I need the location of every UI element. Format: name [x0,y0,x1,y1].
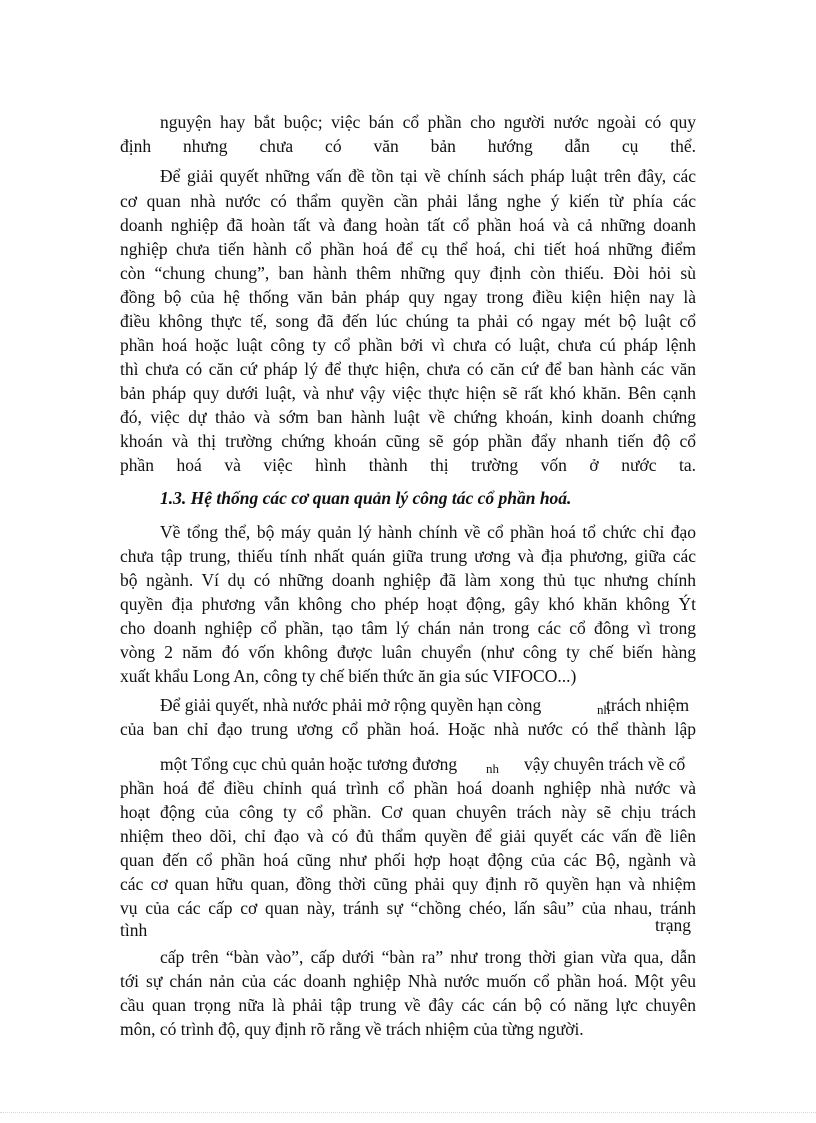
text-line: một Tổng cục chủ quản hoặc tương đương [160,754,458,774]
text-line: bộ ngành. Ví dụ có những doanh nghiệp đã làm xong thủ tục nhưng chính [120,570,696,590]
text-line: quyền địa phương vẫn không cho phép hoạt động, gây khó khăn không Ýt [120,594,696,614]
text-line: khoán và thị trường chứng khoán cũng sẽ góp phần đẩy nhanh tiến độ cổ [120,431,696,451]
text-fragment: nh [597,702,610,717]
text-line: quan đến cổ phần hoá cũng như phối hợp hoạt động của các Bộ, ngành và [120,850,696,870]
text-line: môn, có trình độ, quy định rõ rằng về trách nhiệm của từng người. [120,1019,584,1039]
text-line: nguyện hay bắt buộc; việc bán cổ phần cho người nước ngoài có quy [160,112,696,132]
text-line: phần hoá hoặc luật công ty cổ phần bởi vì chưa có luật, chưa cú pháp lệnh [120,335,696,355]
text-line: thì chưa có căn cứ pháp lý để thực hiện, chưa có căn cứ để ban hành các văn [120,359,696,379]
text-line: Về tổng thể, bộ máy quản lý hành chính về cổ phần hoá tổ chức chỉ đạo [160,522,696,542]
text-line: bản pháp quy dưới luật, và như vậy việc thực hiện sẽ rất khó khăn. Bên cạnh [120,383,696,403]
text-line: tới sự chán nản của các doanh nghiệp Nhà nước muốn cổ phần hoá. Một yêu [120,971,696,991]
text-line: cầu quan trọng nữa là phải tập trung về đây các cán bộ có năng lực chuyên [120,995,696,1015]
section-heading: 1.3. Hệ thống các cơ quan quản lý công tác cổ phần hoá. [160,488,572,508]
text-line: vụ của các cấp cơ quan này, tránh sự “chồng chéo, lấn sâu” của nhau, tránh [120,898,696,918]
text-line: nhiệm theo dõi, chỉ đạo và có đủ thẩm quyền để giải quyết các vấn đề liên [120,826,696,846]
text-line: xuất khẩu Long An, công ty chế biến thức ăn gia súc VIFOCO...) [120,666,577,686]
text-line: trách nhiệm [606,695,690,715]
text-line: cho doanh nghiệp cổ phần, tạo tâm lý chán nản trong các cổ đông vì trong [120,618,696,638]
text-line: phần hoá và việc hình thành thị trường vốn ở nước ta. [120,455,696,475]
text-line: Để giải quyết những vấn đề tồn tại về chính sách pháp luật trên đây, các [160,166,696,186]
text-line: chưa tập trung, thiếu tính nhất quán giữa trung ương và địa phương, giữa các [120,546,696,566]
text-line: cơ quan nhà nước có thẩm quyền cần phải lắng nghe ý kiến từ phía các [120,191,696,211]
text-line: còn “chung chung”, ban hành thêm những quy định còn thiếu. Đòi hỏi sù [120,263,696,283]
text-fragment: tình [120,920,148,940]
text-line: nghiệp chưa tiến hành cổ phần hoá để cụ thể hoá, chi tiết hoá những điểm [120,239,696,259]
text-line: doanh nghiệp đã hoàn tất và đang hoàn tất cổ phần hoá và cả những doanh [120,215,696,235]
text-line: phần hoá để điều chỉnh quá trình cổ phần hoá doanh nghiệp nhà nước và [120,778,696,798]
text-line: hoạt động của công ty cổ phần. Cơ quan chuyên trách này sẽ chịu trách [120,802,696,822]
page-bottom-rule [0,1112,816,1113]
text-line: Để giải quyết, nhà nước phải mở rộng quyền hạn còng [160,695,542,715]
text-line: vậy chuyên trách về cổ [524,754,686,774]
text-line: điều không thực tế, song đã đến lúc chúng ta phải có ngay mét bộ luật cổ [120,311,696,331]
text-line: đồng bộ của hệ thống văn bản pháp quy ngay trong điều kiện hiện nay là [120,287,696,307]
text-fragment: trạng [655,915,691,935]
text-line: các cơ quan hữu quan, đồng thời cũng phải quy định rõ quyền hạn và nhiệm [120,874,696,894]
text-fragment: nh [486,761,499,776]
text-line: cấp trên “bàn vào”, cấp dưới “bàn ra” như trong thời gian vừa qua, dẫn [160,947,696,967]
text-line: của ban chỉ đạo trung ương cổ phần hoá. Hoặc nhà nước có thể thành lập [120,719,696,739]
text-line: vòng 2 năm đó vốn không được luân chuyển (như công ty chế biến hàng [120,642,696,662]
text-line: định nhưng chưa có văn bản hướng dẫn cụ thể. [120,136,696,156]
text-line: đó, việc dự thảo và sớm ban hành luật về chứng khoán, kinh doanh chứng [120,407,696,427]
